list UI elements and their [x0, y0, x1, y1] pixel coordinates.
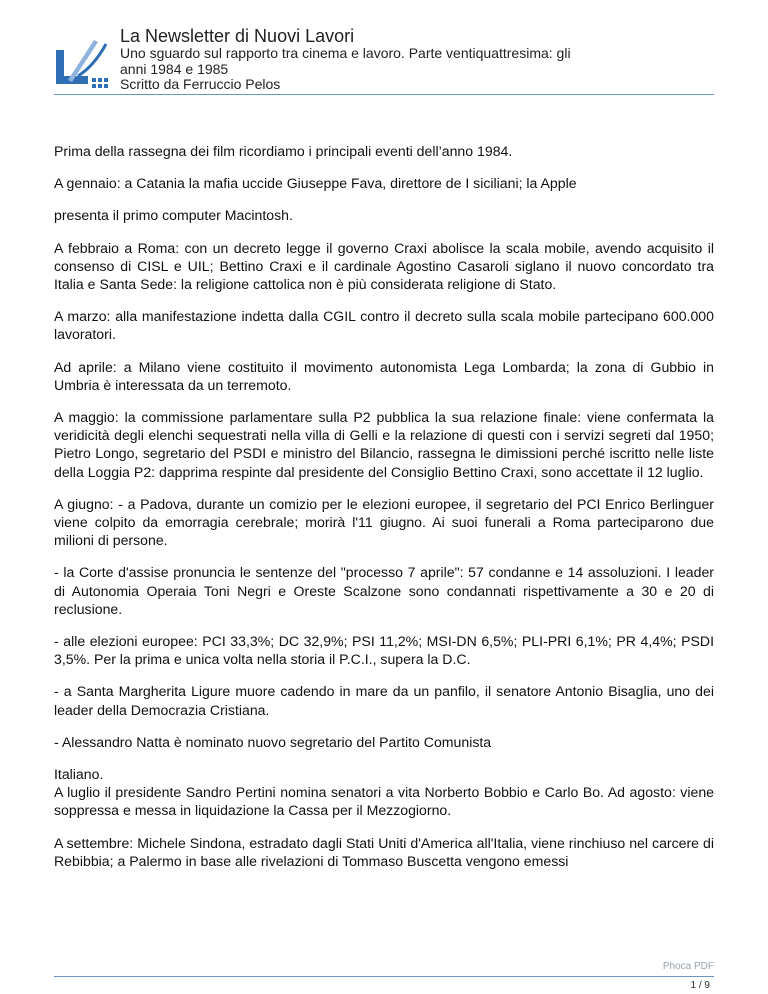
- paragraph: A settembre: Michele Sindona, estradato dagli Stati Uniti d'America all'Italia, viene rinchiuso nel carcere di Rebibbia; a Palermo in base alle rivelazioni di Tommaso Buscetta vengono emessi: [54, 834, 714, 869]
- paragraph: A luglio il presidente Sandro Pertini nomina senatori a vita Norberto Bobbio e Carlo Bo. Ad agosto: viene soppressa e messa in liquidazione la Cassa per il Mezzogiorno.: [54, 784, 714, 819]
- newsletter-title: La Newsletter di Nuovi Lavori: [120, 26, 355, 46]
- article-title-line2: anni 1984 e 1985: [120, 60, 229, 77]
- footer-brand: Phoca PDF: [662, 961, 714, 972]
- footer-divider: [54, 976, 714, 977]
- paragraph: - Alessandro Natta è nominato nuovo segretario del Partito Comunista: [54, 733, 492, 750]
- paragraph: presenta il primo computer Macintosh.: [54, 207, 293, 224]
- article-author: Scritto da Ferruccio Pelos: [120, 76, 281, 92]
- paragraph: Ad aprile: a Milano viene costituito il movimento autonomista Lega Lombarda; la zona di Gubbio in Umbria è interessata da un terremoto.: [54, 358, 714, 393]
- paragraph: A giugno: - a Padova, durante un comizio per le elezioni europee, il segretario del PCI Enrico Berlinguer viene colpito da emorragia cerebrale; morirà l'11 giugno. Ai suoi funerali a Roma parteciparono due milioni di persone.: [54, 495, 714, 549]
- paragraph: - alle elezioni europee: PCI 33,3%; DC 32,9%; PSI 11,2%; MSI-DN 6,5%; PLI-PRI 6,1%; PR 4,4%; PSDI 3,5%. Per la prima e unica volta nella storia il P.C.I., supera la D.C.: [54, 633, 714, 668]
- paragraph: A maggio: la commissione parlamentare sulla P2 pubblica la sua relazione finale: viene confermata la veridicità degli elenchi sequestrati nella villa di Gelli e la relazione di questi con i servizi segreti dal 1950; Pietro Longo, segretario del PSDI e ministro del Bilancio, rassegna le dimissioni perché iscritto nelle liste della Loggia P2: dapprima respinte dal presidente del Consiglio Bettino Craxi, sono accettate il 12 luglio.: [54, 409, 714, 480]
- paragraph: Prima della rassegna dei film ricordiamo i principali eventi dell’anno 1984.: [54, 143, 513, 159]
- paragraph: Italiano.: [54, 766, 104, 783]
- page-number: 1 / 9: [690, 980, 710, 991]
- paragraph: A febbraio a Roma: con un decreto legge il governo Craxi abolisce la scala mobile, avendo acquisito il consenso di CISL e UIL; Bettino Craxi e il cardinale Agostino Casaroli siglano il nuovo concordato tra Italia e Santa Sede: la religione cattolica non è più considerata religione di Stato.: [54, 239, 714, 293]
- paragraph: A gennaio: a Catania la mafia uccide Giuseppe Fava, direttore de I siciliani; la Apple: [54, 175, 577, 192]
- paragraph: - a Santa Margherita Ligure muore cadendo in mare da un panfilo, il senatore Antonio Bisaglia, uno dei leader della Democrazia Cristiana.: [54, 683, 714, 718]
- header-text: [120, 26, 710, 93]
- header-divider: [54, 94, 714, 95]
- page-header: [54, 26, 714, 96]
- paragraph: - la Corte d'assise pronuncia le sentenze del "processo 7 aprile": 57 condanne e 14 assoluzioni. I leader di Autonomia Operaia Toni Negri e Oreste Scalzone sono condannati rispettivamente a 30 e 20 di reclusione.: [54, 564, 714, 617]
- article-title-line1: Uno sguardo sul rapporto tra cinema e lavoro. Parte ventiquattresima: gli: [120, 45, 571, 61]
- article-body: [54, 142, 714, 884]
- newsletter-logo-icon: [54, 36, 114, 92]
- paragraph: A marzo: alla manifestazione indetta dalla CGIL contro il decreto sulla scala mobile partecipano 600.000 lavoratori.: [54, 308, 714, 343]
